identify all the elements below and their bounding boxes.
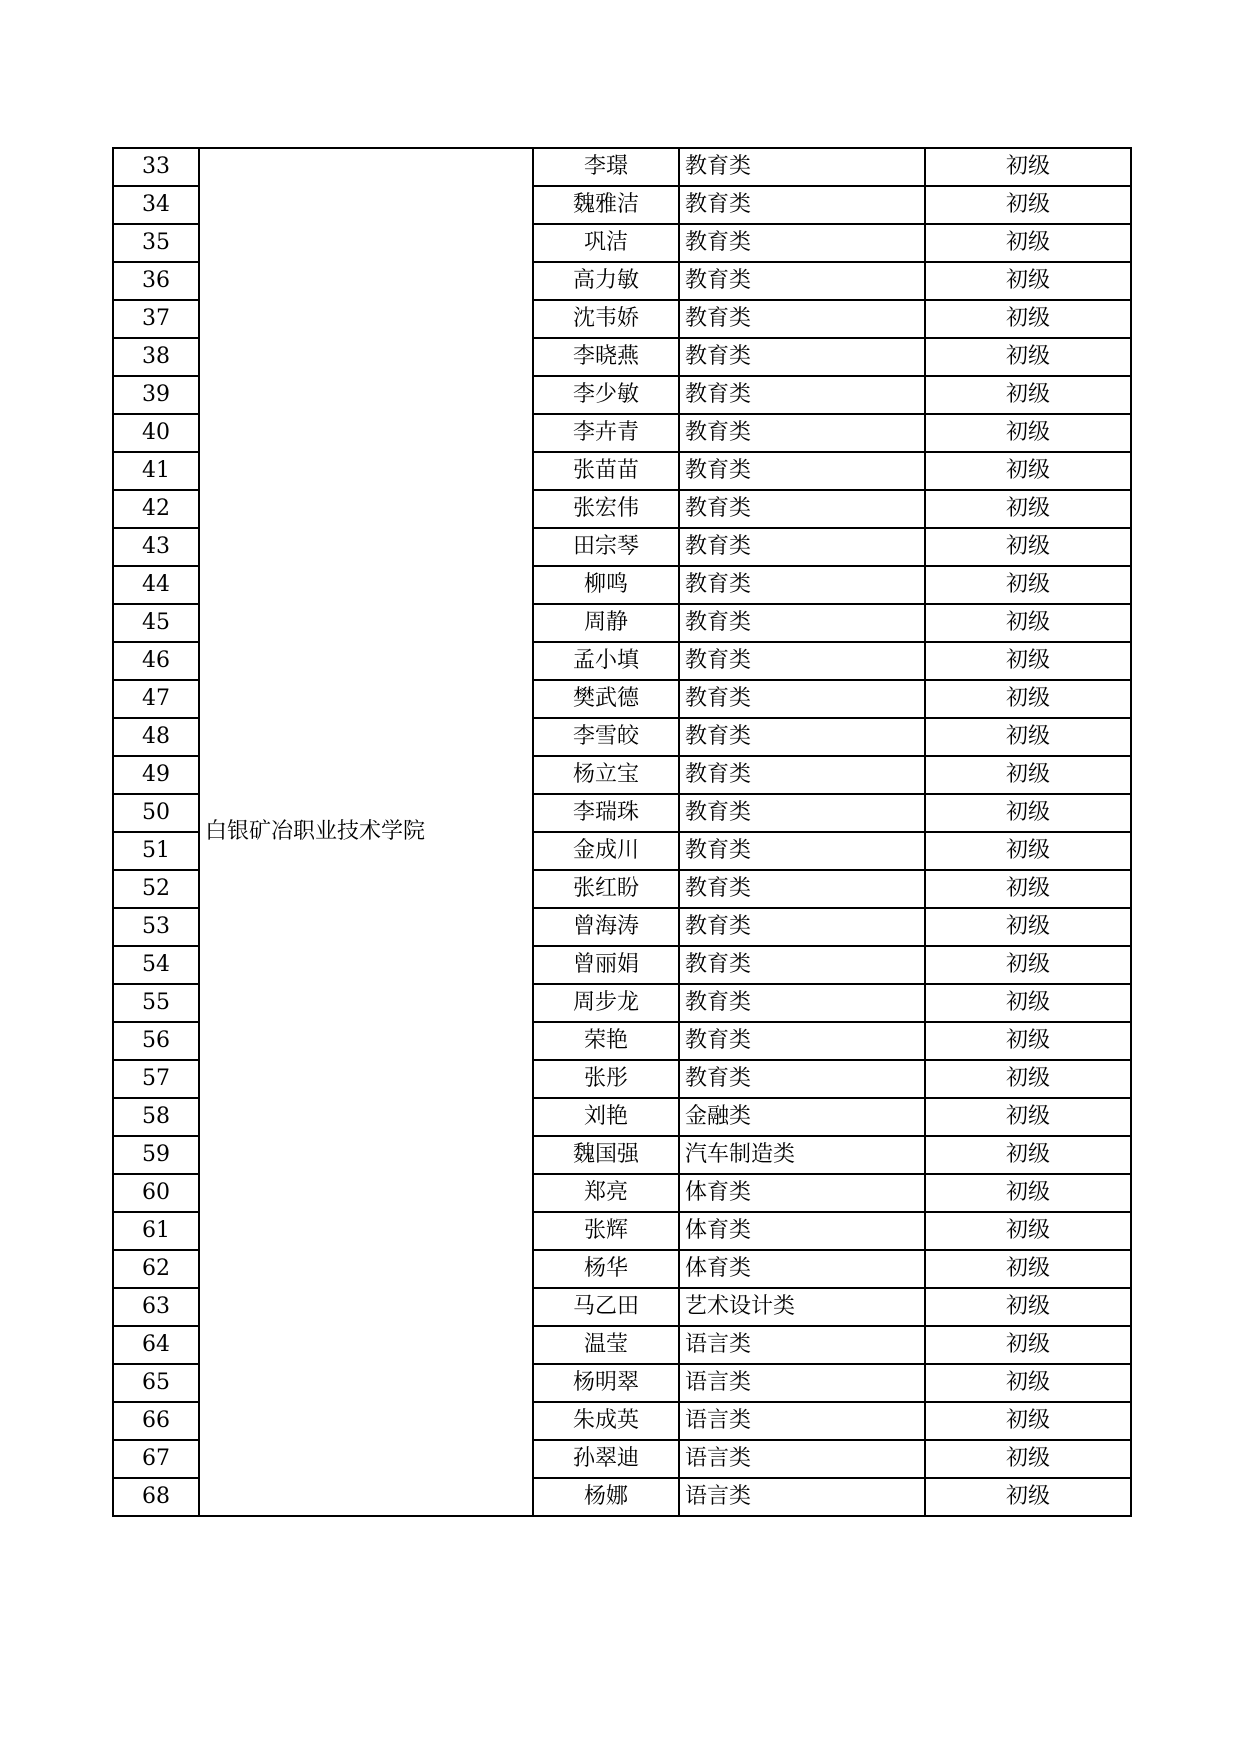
category: 教育类 xyxy=(679,490,925,528)
category: 教育类 xyxy=(679,1022,925,1060)
category: 汽车制造类 xyxy=(679,1136,925,1174)
category: 教育类 xyxy=(679,186,925,224)
category: 教育类 xyxy=(679,414,925,452)
person-name: 孙翠迪 xyxy=(533,1440,679,1478)
level: 初级 xyxy=(925,1326,1131,1364)
row-number: 61 xyxy=(113,1212,199,1250)
person-name: 周静 xyxy=(533,604,679,642)
level: 初级 xyxy=(925,642,1131,680)
person-name: 魏雅洁 xyxy=(533,186,679,224)
level: 初级 xyxy=(925,870,1131,908)
level: 初级 xyxy=(925,490,1131,528)
person-name: 樊武德 xyxy=(533,680,679,718)
institution-name: 白银矿冶职业技术学院 xyxy=(199,148,533,1516)
person-name: 张苗苗 xyxy=(533,452,679,490)
person-name: 田宗琴 xyxy=(533,528,679,566)
level: 初级 xyxy=(925,300,1131,338)
person-name: 张彤 xyxy=(533,1060,679,1098)
row-number: 45 xyxy=(113,604,199,642)
row-number: 33 xyxy=(113,148,199,186)
level: 初级 xyxy=(925,1098,1131,1136)
category: 教育类 xyxy=(679,262,925,300)
level: 初级 xyxy=(925,1288,1131,1326)
level: 初级 xyxy=(925,1440,1131,1478)
category: 教育类 xyxy=(679,452,925,490)
row-number: 55 xyxy=(113,984,199,1022)
level: 初级 xyxy=(925,756,1131,794)
level: 初级 xyxy=(925,224,1131,262)
level: 初级 xyxy=(925,376,1131,414)
person-name: 马乙田 xyxy=(533,1288,679,1326)
row-number: 63 xyxy=(113,1288,199,1326)
row-number: 49 xyxy=(113,756,199,794)
level: 初级 xyxy=(925,604,1131,642)
level: 初级 xyxy=(925,1136,1131,1174)
table-row xyxy=(113,148,1131,186)
category: 教育类 xyxy=(679,528,925,566)
category: 语言类 xyxy=(679,1364,925,1402)
row-number: 67 xyxy=(113,1440,199,1478)
category: 语言类 xyxy=(679,1402,925,1440)
category: 语言类 xyxy=(679,1440,925,1478)
row-number: 42 xyxy=(113,490,199,528)
row-number: 34 xyxy=(113,186,199,224)
level: 初级 xyxy=(925,1402,1131,1440)
person-name: 杨华 xyxy=(533,1250,679,1288)
category: 教育类 xyxy=(679,642,925,680)
level: 初级 xyxy=(925,528,1131,566)
person-name: 李瑞珠 xyxy=(533,794,679,832)
row-number: 36 xyxy=(113,262,199,300)
row-number: 64 xyxy=(113,1326,199,1364)
person-name: 金成川 xyxy=(533,832,679,870)
person-name: 杨立宝 xyxy=(533,756,679,794)
person-name: 张宏伟 xyxy=(533,490,679,528)
category: 语言类 xyxy=(679,1478,925,1516)
level: 初级 xyxy=(925,452,1131,490)
level: 初级 xyxy=(925,186,1131,224)
level: 初级 xyxy=(925,414,1131,452)
row-number: 50 xyxy=(113,794,199,832)
row-number: 39 xyxy=(113,376,199,414)
level: 初级 xyxy=(925,566,1131,604)
person-name: 张辉 xyxy=(533,1212,679,1250)
person-name: 温莹 xyxy=(533,1326,679,1364)
row-number: 40 xyxy=(113,414,199,452)
category: 教育类 xyxy=(679,566,925,604)
level: 初级 xyxy=(925,718,1131,756)
category: 教育类 xyxy=(679,718,925,756)
row-number: 62 xyxy=(113,1250,199,1288)
category: 教育类 xyxy=(679,680,925,718)
row-number: 38 xyxy=(113,338,199,376)
category: 教育类 xyxy=(679,1060,925,1098)
category: 语言类 xyxy=(679,1326,925,1364)
row-number: 66 xyxy=(113,1402,199,1440)
row-number: 65 xyxy=(113,1364,199,1402)
person-name: 沈韦娇 xyxy=(533,300,679,338)
person-name: 李卉青 xyxy=(533,414,679,452)
level: 初级 xyxy=(925,832,1131,870)
category: 教育类 xyxy=(679,300,925,338)
row-number: 56 xyxy=(113,1022,199,1060)
row-number: 37 xyxy=(113,300,199,338)
roster-table xyxy=(112,147,1132,1517)
level: 初级 xyxy=(925,946,1131,984)
level: 初级 xyxy=(925,984,1131,1022)
category: 艺术设计类 xyxy=(679,1288,925,1326)
category: 教育类 xyxy=(679,946,925,984)
person-name: 郑亮 xyxy=(533,1174,679,1212)
level: 初级 xyxy=(925,1364,1131,1402)
person-name: 李晓燕 xyxy=(533,338,679,376)
level: 初级 xyxy=(925,1478,1131,1516)
person-name: 高力敏 xyxy=(533,262,679,300)
category: 教育类 xyxy=(679,224,925,262)
person-name: 魏国强 xyxy=(533,1136,679,1174)
person-name: 李少敏 xyxy=(533,376,679,414)
level: 初级 xyxy=(925,908,1131,946)
person-name: 柳鸣 xyxy=(533,566,679,604)
row-number: 60 xyxy=(113,1174,199,1212)
roster-body xyxy=(113,148,1131,1516)
level: 初级 xyxy=(925,1212,1131,1250)
person-name: 刘艳 xyxy=(533,1098,679,1136)
category: 金融类 xyxy=(679,1098,925,1136)
person-name: 周步龙 xyxy=(533,984,679,1022)
category: 体育类 xyxy=(679,1250,925,1288)
category: 体育类 xyxy=(679,1174,925,1212)
category: 教育类 xyxy=(679,148,925,186)
person-name: 孟小填 xyxy=(533,642,679,680)
row-number: 53 xyxy=(113,908,199,946)
category: 教育类 xyxy=(679,984,925,1022)
row-number: 58 xyxy=(113,1098,199,1136)
row-number: 48 xyxy=(113,718,199,756)
person-name: 杨明翠 xyxy=(533,1364,679,1402)
row-number: 43 xyxy=(113,528,199,566)
row-number: 51 xyxy=(113,832,199,870)
person-name: 朱成英 xyxy=(533,1402,679,1440)
row-number: 46 xyxy=(113,642,199,680)
person-name: 李雪皎 xyxy=(533,718,679,756)
category: 教育类 xyxy=(679,870,925,908)
row-number: 54 xyxy=(113,946,199,984)
person-name: 李璟 xyxy=(533,148,679,186)
level: 初级 xyxy=(925,1022,1131,1060)
category: 教育类 xyxy=(679,794,925,832)
category: 教育类 xyxy=(679,604,925,642)
row-number: 68 xyxy=(113,1478,199,1516)
person-name: 曾海涛 xyxy=(533,908,679,946)
level: 初级 xyxy=(925,1060,1131,1098)
row-number: 47 xyxy=(113,680,199,718)
category: 体育类 xyxy=(679,1212,925,1250)
category: 教育类 xyxy=(679,832,925,870)
row-number: 44 xyxy=(113,566,199,604)
person-name: 巩洁 xyxy=(533,224,679,262)
level: 初级 xyxy=(925,262,1131,300)
person-name: 杨娜 xyxy=(533,1478,679,1516)
level: 初级 xyxy=(925,338,1131,376)
level: 初级 xyxy=(925,680,1131,718)
category: 教育类 xyxy=(679,338,925,376)
level: 初级 xyxy=(925,794,1131,832)
category: 教育类 xyxy=(679,376,925,414)
row-number: 57 xyxy=(113,1060,199,1098)
category: 教育类 xyxy=(679,756,925,794)
level: 初级 xyxy=(925,1250,1131,1288)
row-number: 35 xyxy=(113,224,199,262)
category: 教育类 xyxy=(679,908,925,946)
person-name: 曾丽娟 xyxy=(533,946,679,984)
row-number: 59 xyxy=(113,1136,199,1174)
level: 初级 xyxy=(925,148,1131,186)
row-number: 52 xyxy=(113,870,199,908)
level: 初级 xyxy=(925,1174,1131,1212)
person-name: 张红盼 xyxy=(533,870,679,908)
row-number: 41 xyxy=(113,452,199,490)
person-name: 荣艳 xyxy=(533,1022,679,1060)
